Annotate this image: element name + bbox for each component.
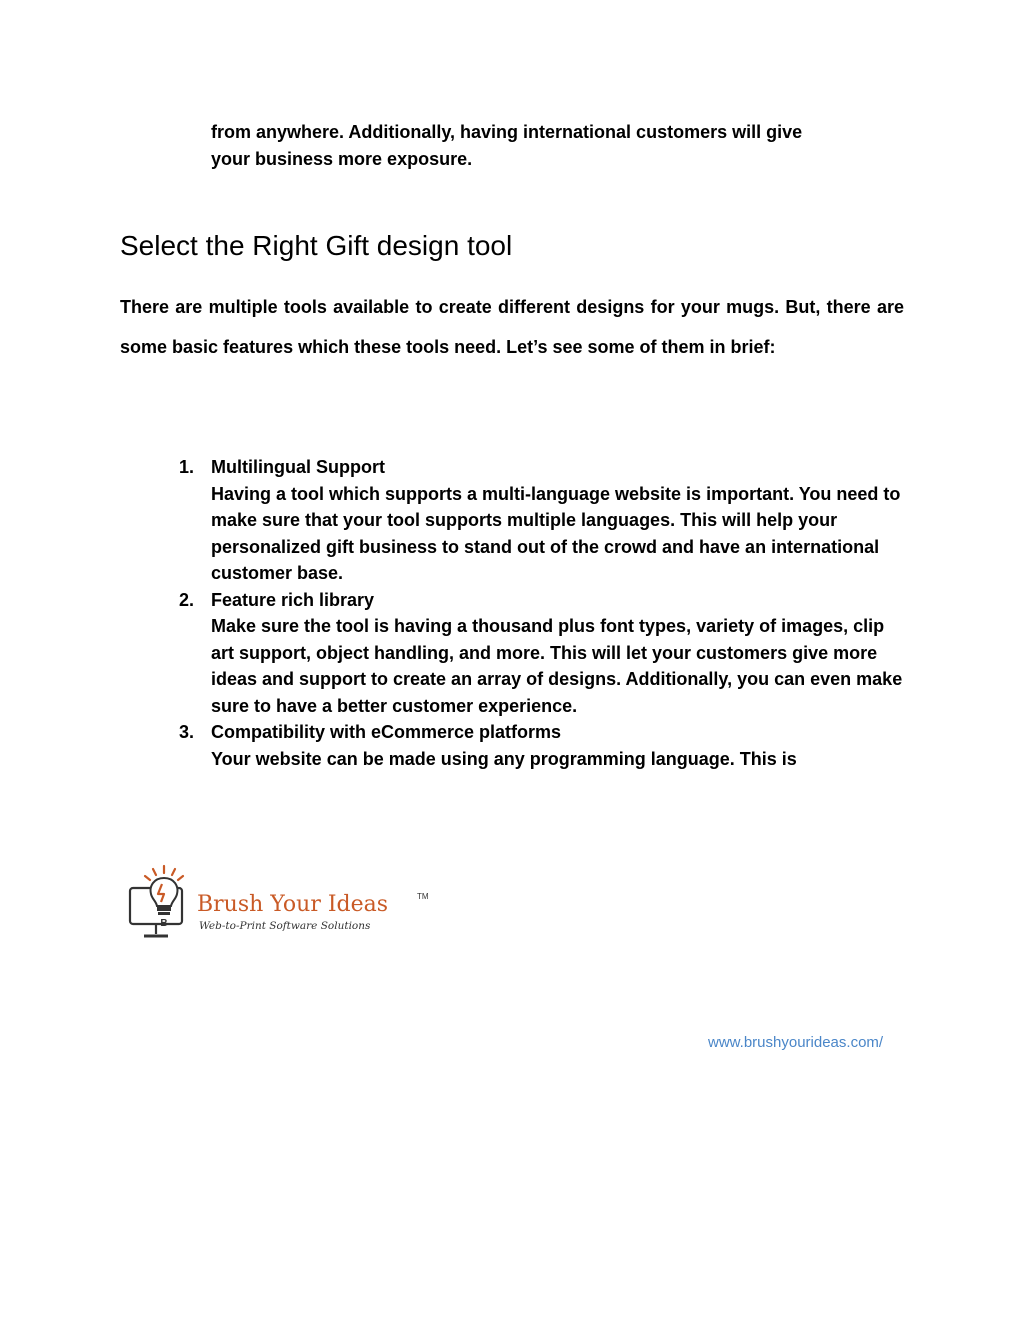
- list-item-title: Feature rich library: [211, 589, 375, 610]
- list-number: 2.: [179, 589, 195, 610]
- svg-text:B: B: [160, 918, 168, 929]
- continuation-line-2: your business more exposure.: [211, 149, 473, 169]
- footer-website-link[interactable]: www.brushyourideas.com/: [708, 1034, 884, 1051]
- list-item-description: Your website can be made using any programming language. This is: [211, 748, 797, 769]
- list-number: 1.: [179, 457, 195, 477]
- continuation-paragraph: [211, 119, 911, 173]
- list-item-description: Make sure the tool is having a thousand plus font types, variety of images, clip art support, object handling, and more. This will let your customers give more ideas and support to create an array of designs. Additionally, you can even make sure to have a better customer experience.: [211, 616, 903, 716]
- brand-logo: [124, 862, 434, 944]
- trademark-mark: TM: [417, 892, 429, 901]
- list-item: [179, 719, 909, 772]
- intro-paragraph: There are multiple tools available to create different designs for your mugs. But, there are some basic features which these tools need. Let’s see some of them in brief:: [120, 297, 904, 357]
- list-item: [179, 587, 909, 720]
- list-item: [179, 454, 909, 587]
- list-item-title: Compatibility with eCommerce platforms: [211, 722, 562, 742]
- lightbulb-monitor-icon: [124, 862, 194, 944]
- section-heading: Select the Right Gift design tool: [120, 230, 513, 261]
- continuation-line-1: from anywhere. Additionally, having international customers will give: [211, 122, 803, 142]
- list-item-description: Having a tool which supports a multi-language website is important. You need to make sure that your tool supports multiple languages. This will help your personalized gift business to stand out of the crowd and have an international customer base.: [211, 483, 901, 583]
- list-item-title: Multilingual Support: [211, 457, 385, 477]
- feature-list: [179, 454, 909, 772]
- list-number: 3.: [179, 722, 195, 742]
- brand-tagline: Web-to-Print Software Solutions: [199, 920, 371, 932]
- brand-name: Brush Your Ideas: [197, 892, 389, 917]
